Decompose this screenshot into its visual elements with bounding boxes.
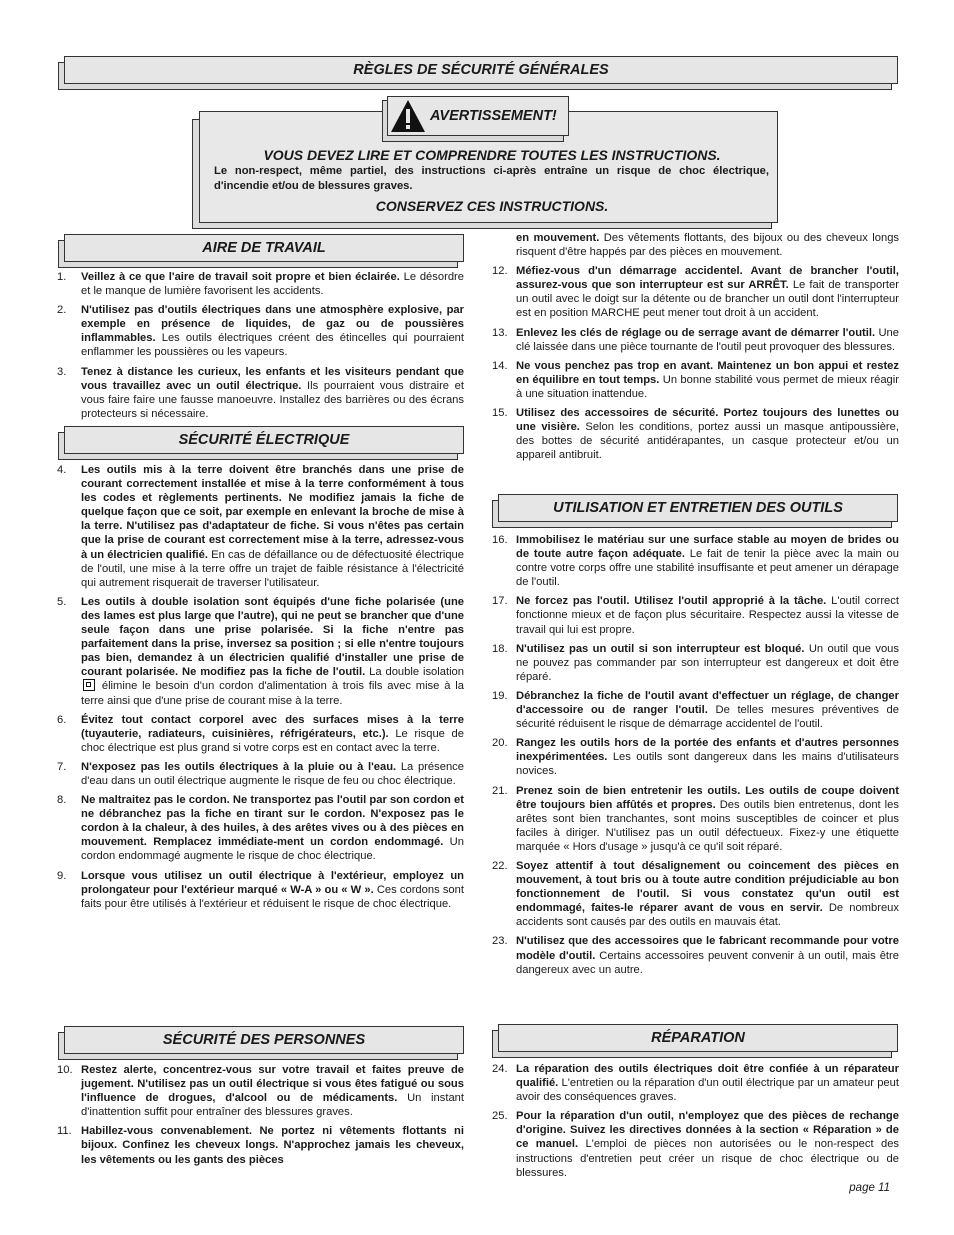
section-title: AIRE DE TRAVAIL: [64, 234, 464, 262]
warning-body: Le non-respect, même partiel, des instructions ci-après entraîne un risque de choc électrique, d'incendie et/ou de blessures graves.: [214, 165, 769, 192]
list-item: 20. Rangez les outils hors de la portée des enfants et d'autres personnes inexpérimentées. Les outils sont dangereux dans les mains d'utilisateurs novices.: [492, 737, 899, 778]
list-item: 15. Utilisez des accessoires de sécurité. Portez toujours des lunettes ou une visière. Selon les conditions, portez aussi un masque antipoussière, des bottes de sécurité antidérapantes, un casque protecteur et/ou un appareil antibruit.: [492, 407, 899, 462]
section-tool-use: [498, 494, 898, 522]
list-item: 13. Enlevez les clés de réglage ou de serrage avant de démarrer l'outil. Une clé laissée dans une pièce tournante de l'outil peut provoquer des blessures.: [492, 326, 899, 353]
section-personal: [64, 1026, 464, 1054]
list-work-area: [57, 270, 464, 426]
list-item: 7. N'exposez pas les outils électriques à la pluie ou à l'eau. La présence d'eau dans un outil électrique augmente le risque de feu ou choc électrique.: [57, 760, 464, 787]
section-electrical: [64, 426, 464, 454]
section-title: SÉCURITÉ DES PERSONNES: [64, 1026, 464, 1054]
list-item-continued: en mouvement. Des vêtements flottants, des bijoux ou des cheveux longs risquent d'être happés par des pièces en mouvement.: [516, 232, 900, 259]
list-personal-left: [57, 1063, 464, 1172]
section-title: RÉPARATION: [498, 1024, 898, 1052]
list-item: 11. Habillez-vous convenablement. Ne portez ni vêtements flottants ni bijoux. Confinez les cheveux longs. N'approchez jamais les cheveux, les vêtements ou les gants des pièces: [57, 1125, 464, 1166]
warning-label: AVERTISSEMENT!: [430, 108, 557, 124]
list-item: 22. Soyez attentif à tout désalignement ou coincement des pièces en mouvement, à tout bris ou à toute autre condition préjudiciable au bon fonctionnement de l'outil. Si vous constatez qu'un outil est endommagé, faites-le réparer avant de vous en servir. De nombreux accidents sont causés par des outils en mauvais état.: [492, 859, 899, 929]
page-number: page 11: [849, 1182, 890, 1194]
warning-triangle-icon: [390, 99, 426, 133]
list-item: 3. Tenez à distance les curieux, les enfants et les visiteurs pendant que vous travaillez avec un outil électrique. Ils pourraient vous distraire et vous faire faire une fausse manoeuvre. Installez des barrières ou des écrans protecteurs si nécessaire.: [57, 365, 464, 420]
section-title: SÉCURITÉ ÉLECTRIQUE: [64, 426, 464, 454]
list-item: 21. Prenez soin de bien entretenir les outils. Les outils de coupe doivent être toujours bien affûtés et propres. Des outils bien entretenus, dont les arêtes sont bien tranchantes, sont moins susceptibles de coincer et plus faciles à diriger. N'utilisez pas un outil défectueux. Fixez-y une étiquette marquée « Hors d'usage » jusqu'à ce qu'il soit réparé.: [492, 784, 899, 853]
list-repair: [492, 1062, 899, 1185]
list-item: 10. Restez alerte, concentrez-vous sur votre travail et faites preuve de jugement. N'utilisez pas un outil électrique si vous êtes fatigué ou sous l'influence de drogues, d'alcool ou de médicaments. Un instant d'inattention suffit pour entraîner des blessures graves.: [57, 1064, 465, 1119]
list-item: 2. N'utilisez pas d'outils électriques dans une atmosphère explosive, par exemple en présence de liquides, de gaz ou de poussières inflammables. Les outils électriques créent des étincelles qui pourraient enflammer les poussières ou les vapeurs.: [57, 304, 464, 359]
section-work-area: [64, 234, 464, 262]
list-personal-right: [492, 231, 899, 467]
list-item: 5. Les outils à double isolation sont équipés d'une fiche polarisée (une des lames est plus large que l'autre), qui ne peut se brancher que d'une seule façon dans une prise polarisée. Si la fiche n'entre pas parfaitement dans la prise, inversez sa position ; si elle n'entre toujours pas bien, demandez à un électricien qualifié d'installer une prise de courant polarisée. Ne modifiez pas la fiche de l'outil. La double isolation élimine le besoin d'un cordon d'alimentation à trois fils avec mise à la terre ainsi que d'une prise de courant mise à la terre.: [57, 595, 464, 707]
list-item: 12. Méfiez-vous d'un démarrage accidentel. Avant de brancher l'outil, assurez-vous que son interrupteur est sur ARRÊT. Le fait de transporter un outil avec le doigt sur la détente ou de brancher un outil dont l'interrupteur est en position MARCHE peut mener tout droit à un accident.: [492, 265, 899, 320]
list-electrical: [57, 463, 464, 916]
list-item: 9. Lorsque vous utilisez un outil électrique à l'extérieur, employez un prolongateur pour l'extérieur marqué « W-A » ou « W ». Ces cordons sont faits pour être utilisés à l'extérieur et réduisent le risque de choc électrique.: [57, 869, 464, 910]
list-item: 8. Ne maltraitez pas le cordon. Ne transportez pas l'outil par son cordon et ne débranchez pas la fiche en tirant sur le cordon. N'exposez pas le cordon à la chaleur, à des huiles, à des arêtes vives ou à des pièces en mouvement. Remplacez immédiate-ment un cordon endommagé. Un cordon endommagé augmente le risque de choc électrique.: [57, 794, 464, 863]
list-item: 6. Évitez tout contact corporel avec des surfaces mises à la terre (tuyauterie, radiateurs, cuisinières, réfrigérateurs, etc.). Le risque de choc électrique est plus grand si votre corps est en contact avec la terre.: [57, 713, 464, 754]
list-item: 16. Immobilisez le matériau sur une surface stable au moyen de brides ou de toute autre façon adéquate. Le fait de tenir la pièce avec la main ou contre votre corps offre une stabilité insuffisante et peut amener un dérapage de l'outil.: [492, 534, 899, 589]
list-item: 23. N'utilisez que des accessoires que le fabricant recommande pour votre modèle d'outil. Certains accessoires peuvent convenir à un outil, mais être dangereux avec un autre.: [492, 935, 899, 976]
list-item: 18. N'utilisez pas un outil si son interrupteur est bloqué. Un outil que vous ne pouvez pas commander par son interrupteur est dangereux et doit être réparé.: [492, 642, 899, 683]
main-heading-text: RÈGLES DE SÉCURITÉ GÉNÉRALES: [64, 56, 898, 84]
section-repair: [498, 1024, 898, 1052]
list-item: 4. Les outils mis à la terre doivent être branchés dans une prise de courant correctement installée et mise à la terre conformément à tous les codes et règlements pertinents. Ne modifiez jamais la fiche de quelque façon que ce soit, par exemple en enlevant la broche de mise à la terre. N'utilisez pas d'adaptateur de fiche. Si vous n'êtes pas certain que la prise de courant est correctement mise à la terre, adressez-vous à un électricien qualifié. En cas de défaillance ou de défectuosité électrique de l'outil, une mise à la terre offre un trajet de faible résistance à l'électricité qui autrement risquerait de traverser l'utilisateur.: [57, 464, 464, 589]
main-heading: [64, 56, 898, 84]
list-item: 25. Pour la réparation d'un outil, n'employez que des pièces de rechange d'origine. Suivez les directives données à la section « Réparation » de ce manuel. L'emploi de pièces non autorisées ou le non-respect des instructions d'entretien peut créer un risque de choc électrique ou de blessures.: [492, 1110, 900, 1179]
warning-keep: CONSERVEZ CES INSTRUCTIONS.: [375, 198, 609, 214]
list-item: 24. La réparation des outils électriques doit être confiée à un réparateur qualifié. L'entretien ou la réparation d'un outil électrique par un amateur peut avoir des conséquences graves.: [492, 1063, 899, 1104]
list-item: 14. Ne vous penchez pas trop en avant. Maintenez un bon appui et restez en équilibre en tout temps. Un bonne stabilité vous permet de mieux réagir à une situation inattendue.: [492, 359, 899, 400]
list-item: 1. Veillez à ce que l'aire de travail soit propre et bien éclairée. Le désordre et le manque de lumière favorisent les accidents.: [57, 271, 464, 298]
list-item: 19. Débranchez la fiche de l'outil avant d'effectuer un réglage, de changer d'accessoire ou de ranger l'outil. De telles mesures préventives de sécurité réduisent le risque de démarrage accidentel de l'outil.: [492, 689, 899, 731]
section-title: UTILISATION ET ENTRETIEN DES OUTILS: [498, 494, 898, 522]
warning-tag: [382, 96, 568, 138]
warning-title: VOUS DEVEZ LIRE ET COMPRENDRE TOUTES LES INSTRUCTIONS.: [263, 147, 721, 163]
list-tool-use: [492, 533, 899, 982]
double-insulation-icon: [83, 679, 95, 691]
list-item: 17. Ne forcez pas l'outil. Utilisez l'outil approprié à la tâche. L'outil correct fonctionne mieux et de façon plus sécuritaire. Respectez aussi la vitesse de travail qui lui est propre.: [492, 595, 899, 636]
